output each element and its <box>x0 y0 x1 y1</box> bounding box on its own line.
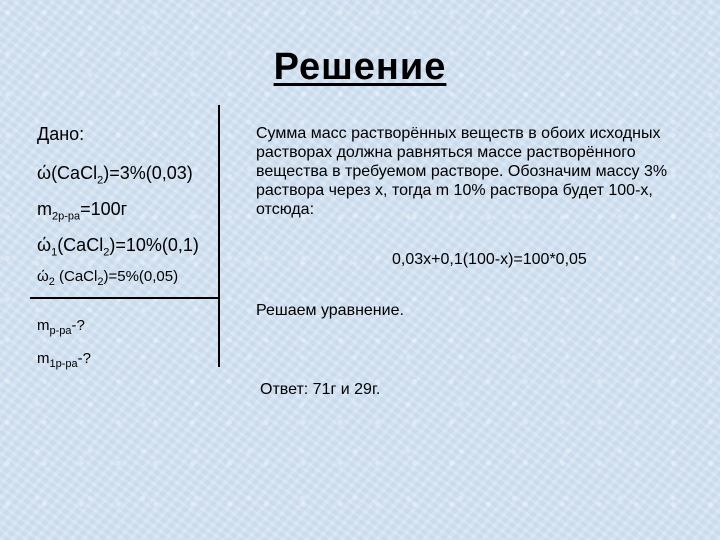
solution-answer: Ответ: 71г и 29г. <box>260 381 381 398</box>
given-mass-fraction-2: $ώ_2$ (CaCl$_2$)=5%(0,05) <box>37 268 179 288</box>
solution-equation: 0,03х+0,1(100-х)=100*0,05 <box>392 251 587 268</box>
given-solution-mass: $m_{2р-ра}=100г$ <box>37 199 128 223</box>
find-solution-mass: $m_{р-ра}-$? <box>37 317 85 337</box>
page-title: Решение <box>273 46 447 88</box>
given-label: Дано: <box>37 124 85 144</box>
solution-step: Решаем уравнение. <box>256 302 404 319</box>
solution-paragraph: Сумма масс растворённых веществ в обоих исходных растворах должна равняться массе растворённого вещества в требуемом растворе. Обозначим массу 3% раствора через х, тогда m 10% раствора будет 100-х, отсюда: <box>256 125 668 218</box>
column-divider <box>218 105 220 367</box>
given-mass-fraction-1: $ώ_1(CaCl_2)=10\%(0,1)$ <box>37 235 199 259</box>
given-mass-fraction: ώ(CaCl$_2$)=3%(0,03) <box>37 163 193 187</box>
given-find-divider <box>30 297 220 299</box>
find-solution-mass-1: $m_{1р-ра}-$? <box>37 350 91 370</box>
